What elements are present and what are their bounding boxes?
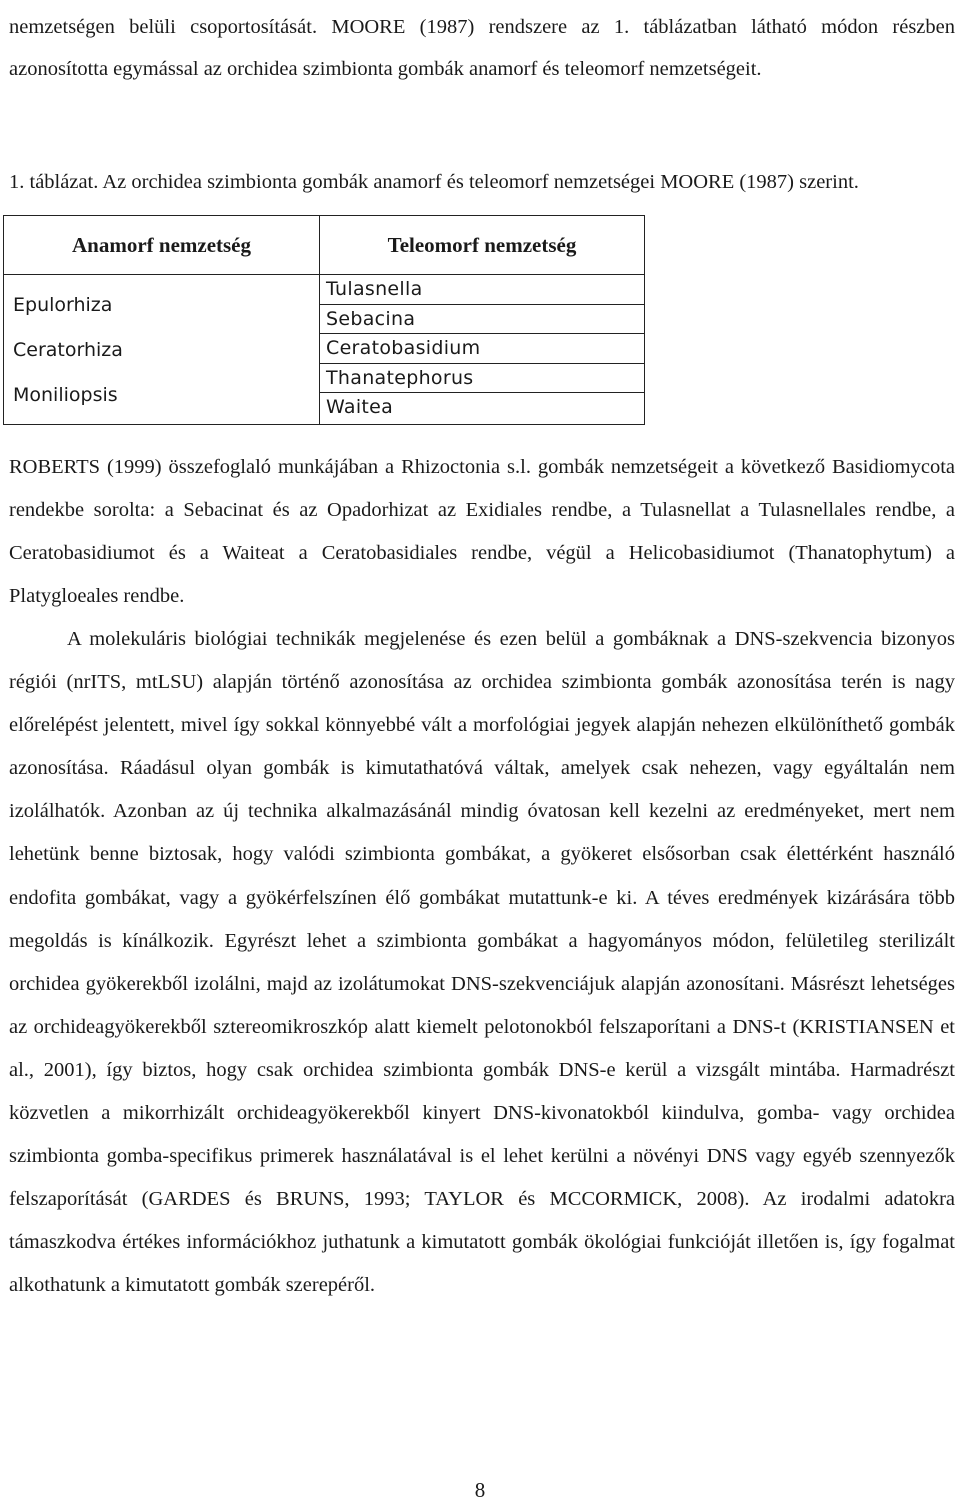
- teleomorph-cell: [320, 275, 645, 425]
- anamorph-item: Moniliopsis: [13, 384, 118, 406]
- anamorph-cell: [4, 275, 320, 425]
- table-caption: 1. táblázat. Az orchidea szimbionta gombák anamorf és teleomorf nemzetségei MOORE (1987) szerint.: [9, 170, 859, 193]
- header-teleomorph: Teleomorf nemzetség: [320, 216, 645, 275]
- anamorph-item: Epulorhiza: [13, 294, 113, 316]
- body-paragraph-molecular: A molekuláris biológiai technikák megjelenése és ezen belül a gombáknak a DNS-szekvencia bizonyos régiói (nrITS, mtLSU) alapján történő azonosítása az orchidea szimbionta gombák azonosítása terén is nagy előrelépést jelentett, mivel így sokkal könnyebbé vált a morfológiai jegyek alapján nehezen elkülöníthető gombák azonosítása. Ráadásul olyan gombák is kimutathatóvá váltak, amelyek csak nehezen, vagy egyáltalán nem izolálhatók. Azonban az új technika alkalmazásánál mindig óvatosan kell kezelni az eredményeket, mert nem lehetünk benne biztosak, hogy valódi szimbionta gombákat, a gyökeret elsősorban csak élettérként használó endofita gombákat, vagy a gyökérfelszínen élő gombákat mutattunk-e ki. A téves eredmények kizárására több megoldás is kínálkozik. Egyrészt lehet a szimbionta gombákat a hagyományos módon, felületileg sterilizált orchidea gyökerekből izolálni, majd az izolátumokat DNS-szekvenciájuk alapján azonosítani. Másrészt lehetséges az orchideagyökerekből sztereomikroszkóp alatt kiemelt pelotonokból felszaporítani a DNS-t (KRISTIANSEN et al., 2001), így biztos, hogy csak orchidea szimbionta gombák DNS-e kerül a vizsgált mintába. Harmadrészt közvetlen a mikorrhizált orchideagyökerekből kinyert DNS-kivonatokból kiindulva, gomba- vagy orchidea szimbionta gomba-specifikus primerek használatával is el lehet kerülni a növényi DNS vagy egyéb szennyezők felszaporítását (GARDES és BRUNS, 1993; TAYLOR és MCCORMICK, 2008). Az irodalmi adatokra támaszkodva értékes információkhoz juthatunk a kimutatott gombák ökológiai funkcióját illetően is, így fogalmat alkothatunk a kimutatott gombák szerepéről.: [9, 628, 955, 1297]
- intro-paragraph: nemzetségen belüli csoportosítását. MOORE (1987) rendszere az 1. táblázatban látható módon részben azonosította egymással az orchidea szimbionta gombák anamorf és teleomorf nemzetségeit.: [9, 16, 955, 80]
- header-anamorph: Anamorf nemzetség: [4, 216, 320, 275]
- teleomorph-item: Tulasnella: [320, 275, 644, 305]
- table-body-row: [4, 275, 645, 425]
- body-paragraph-roberts: ROBERTS (1999) összefoglaló munkájában a Rhizoctonia s.l. gombák nemzetségeit a következő Basidiomycota rendekbe sorolta: a Sebacinat és az Opadorhizat az Exidiales rendbe, a Tulasnellat a Tulasnellales rendbe, a Ceratobasidiumot és a Waiteat a Ceratobasidiales rendbe, végül a Helicobasidiumot (Thanatophytum) a Platygloeales rendbe.: [9, 456, 955, 607]
- anamorph-item: Ceratorhiza: [13, 339, 123, 361]
- table-header-row: [4, 216, 645, 275]
- teleomorph-item: Sebacina: [320, 305, 644, 335]
- page-number: 8: [474, 1478, 486, 1502]
- genus-table: [3, 215, 645, 425]
- teleomorph-item: Waitea: [326, 396, 394, 418]
- teleomorph-item: Thanatephorus: [320, 364, 644, 394]
- teleomorph-item: Ceratobasidium: [320, 334, 644, 364]
